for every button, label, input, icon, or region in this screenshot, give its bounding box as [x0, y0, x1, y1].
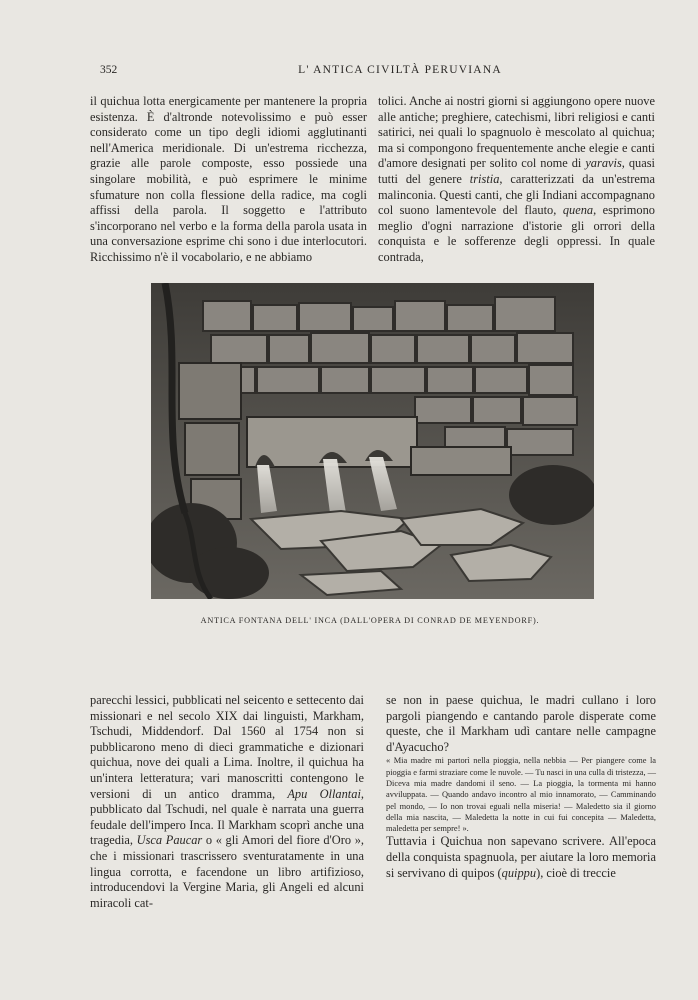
paragraph: se non in paese quichua, le madri cullano i loro pargoli piangendo e cantando parole disperate come queste, che il Markham udì cantare nelle campagne d'Ayacucho?	[386, 693, 656, 754]
fountain-illustration	[151, 283, 594, 599]
italic-term: Usca Paucar	[136, 833, 203, 848]
text-run: , pubblicato dal Tschudi, nel quale è narrata una guerra feudale dell'impero Inca. Il Markham scoprì anche una tragedia,	[90, 786, 364, 848]
text-column-bottom-left	[90, 693, 364, 911]
paragraph	[378, 94, 655, 266]
italic-term: yaravis	[585, 156, 622, 171]
italic-term: quena	[562, 203, 594, 218]
text-run: Tuttavia i Quichua non sapevano scrivere. All'epoca della conquista spagnuola, per aiutare la loro memoria si servivano di quipos (	[386, 834, 656, 880]
page-number: 352	[100, 64, 118, 76]
text-column-top-right	[378, 94, 655, 266]
text-column-bottom-right	[386, 693, 656, 881]
running-title: L' ANTICA CIVILTÀ PERUVIANA	[298, 64, 502, 76]
paragraph: il quichua lotta energicamente per mantenere la propria esistenza. È d'altronde notevolissimo e può esser considerato come un tipo degli idiomi agglutinanti nell'America meridionale. Di un'estrema ricchezza, grazie alle parole composte, esso possiede una singolare mobilità, e può esprimere le minime sfumature non colla flessione della radice, ma cogli affissi della parola. Il soggetto e l'attributo s'incorporano nel verbo e la forma della parola usata in una conversazione esprime chi sono i due interlocutori. Ricchissimo n'è il vocabolario, e ne abbiamo	[90, 94, 367, 264]
text-column-top-left	[90, 94, 367, 266]
italic-term: Apu Ollantai	[287, 786, 361, 801]
fountain-photograph	[151, 283, 594, 599]
page-header	[100, 64, 656, 82]
song-quotation: « Mia madre mi partorì nella pioggia, nella nebbia — Per piangere come la pioggia e farmi straziare come le nuvole. — Tu nasci in una culla di tristezza, — Diceva mia madre dandomi il seno. — La pioggia, la tormenta mi hanno avviluppata. — Quando andavo incontro al mio innamorato, — Camminando pel mondo, — Io non trovai eguali nella miseria! — Maledetto sia il giorno della mia nascita, — Maledetta la notte in cui fui concepita — Maledetta, maledetta per sempre! ».	[386, 756, 657, 834]
text-run: , caratterizzati da un'estrema malinconia. Questi canti, che gli Indiani accompagnano col suono lamentevole del flauto,	[378, 171, 655, 218]
italic-term: tristia	[469, 171, 500, 186]
text-run: parecchi lessici, pubblicati nel seicento e settecento dai missionari e nel secolo XIX dai linguisti, Markham, Tschudi, Middendorf. Dal 1560 al 1754 non si pubblicarono meno di dieci grammatiche e dizionari quichua, nove dei quali a Lima. Inoltre, il quichua ha un'intera letteratura; vari manoscritti contengono le versioni di un antico dramma,	[90, 693, 364, 801]
text-run: , esprimono meglio d'ogni narrazione d'istorie gli orrori della conquista e le sofferenze degli oppressi. In quale contrada,	[378, 203, 655, 264]
figure-caption: ANTICA FONTANA DELL' INCA (DALL'OPERA DI CONRAD DE MEYENDORF).	[200, 616, 540, 625]
paragraph	[386, 834, 656, 881]
text-run: o « gli Amori del fiore d'Oro », che i missionari trascrissero sventuratamente in una lingua corrotta, e facendone un libro artifizioso, introducendovi la Vergine Maria, gli Angeli ed alcuni miracoli cat-	[90, 833, 364, 910]
italic-term: quippu	[501, 865, 537, 880]
text-run: tolici. Anche ai nostri giorni si aggiungono opere nuove alle antiche; preghiere, catechismi, libri religiosi e canti satirici, nei quali lo spagnuolo è mescolato al quichua; ma si compongono frequentemente anche elegie e canti d'amore designati per solito col nome di	[378, 94, 655, 171]
text-run: , quasi tutti del genere	[378, 156, 655, 186]
paragraph	[90, 693, 364, 911]
text-run: ), cioè di treccie	[536, 865, 616, 880]
